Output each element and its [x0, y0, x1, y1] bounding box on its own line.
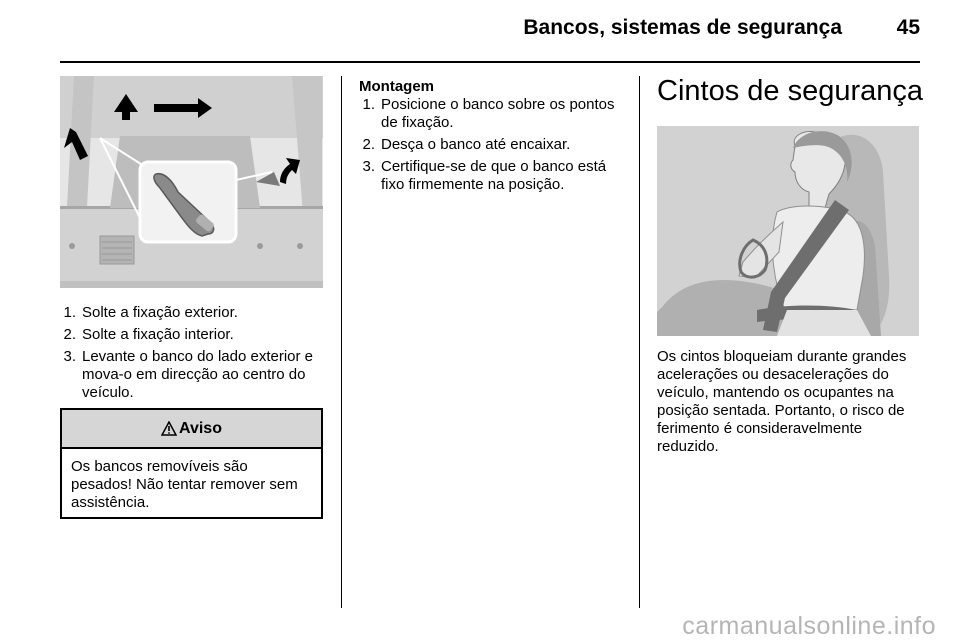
running-header-title: Bancos, sistemas de segurança	[523, 16, 842, 39]
seat-removal-illustration	[60, 76, 323, 288]
list-item	[60, 348, 332, 402]
list-item	[359, 96, 631, 132]
removal-steps-list	[60, 304, 332, 406]
page-number: 45	[896, 16, 920, 39]
step-number: 3.	[63, 348, 76, 365]
warning-header	[62, 410, 321, 449]
list-item	[60, 304, 332, 322]
step-number: 1.	[362, 96, 375, 113]
step-text: Posicione o banco sobre os pontos de fixação.	[381, 96, 615, 131]
seatbelt-paragraph: Os cintos bloqueiam durante grandes acelerações ou desacelerações do veículo, mantendo os ocupantes na posição sentada. Portanto, o risco de ferimento é consideravelmente reduzido.	[657, 348, 907, 455]
step-number: 3.	[362, 158, 375, 175]
header-rule	[60, 61, 920, 63]
watermark: carmanualsonline.info	[682, 612, 936, 640]
warning-box	[60, 408, 323, 519]
step-number: 2.	[63, 326, 76, 343]
step-text: Solte a fixação exterior.	[82, 304, 238, 321]
seatbelt-illustration	[657, 126, 919, 336]
seat-removal-drawing	[60, 76, 323, 288]
step-text: Certifique-se de que o banco está fixo firmemente na posição.	[381, 158, 607, 193]
step-text: Solte a fixação interior.	[82, 326, 234, 343]
list-item	[359, 136, 631, 154]
warning-title: Aviso	[179, 419, 222, 437]
step-number: 1.	[63, 304, 76, 321]
column-divider-right	[639, 76, 640, 608]
montagem-heading: Montagem	[359, 78, 434, 95]
section-title: Cintos de segurança	[657, 75, 923, 107]
seatbelt-drawing	[657, 126, 919, 336]
list-item	[60, 326, 332, 344]
installation-steps-list	[359, 96, 631, 198]
list-item	[359, 158, 631, 194]
step-number: 2.	[362, 136, 375, 153]
step-text: Desça o banco até encaixar.	[381, 136, 571, 153]
column-divider-left	[341, 76, 342, 608]
step-text: Levante o banco do lado exterior e mova-o em direcção ao centro do veículo.	[82, 348, 313, 401]
warning-text: Os bancos removíveis são pesados! Não tentar remover sem assistência.	[71, 458, 298, 511]
warning-triangle-icon	[161, 421, 177, 436]
